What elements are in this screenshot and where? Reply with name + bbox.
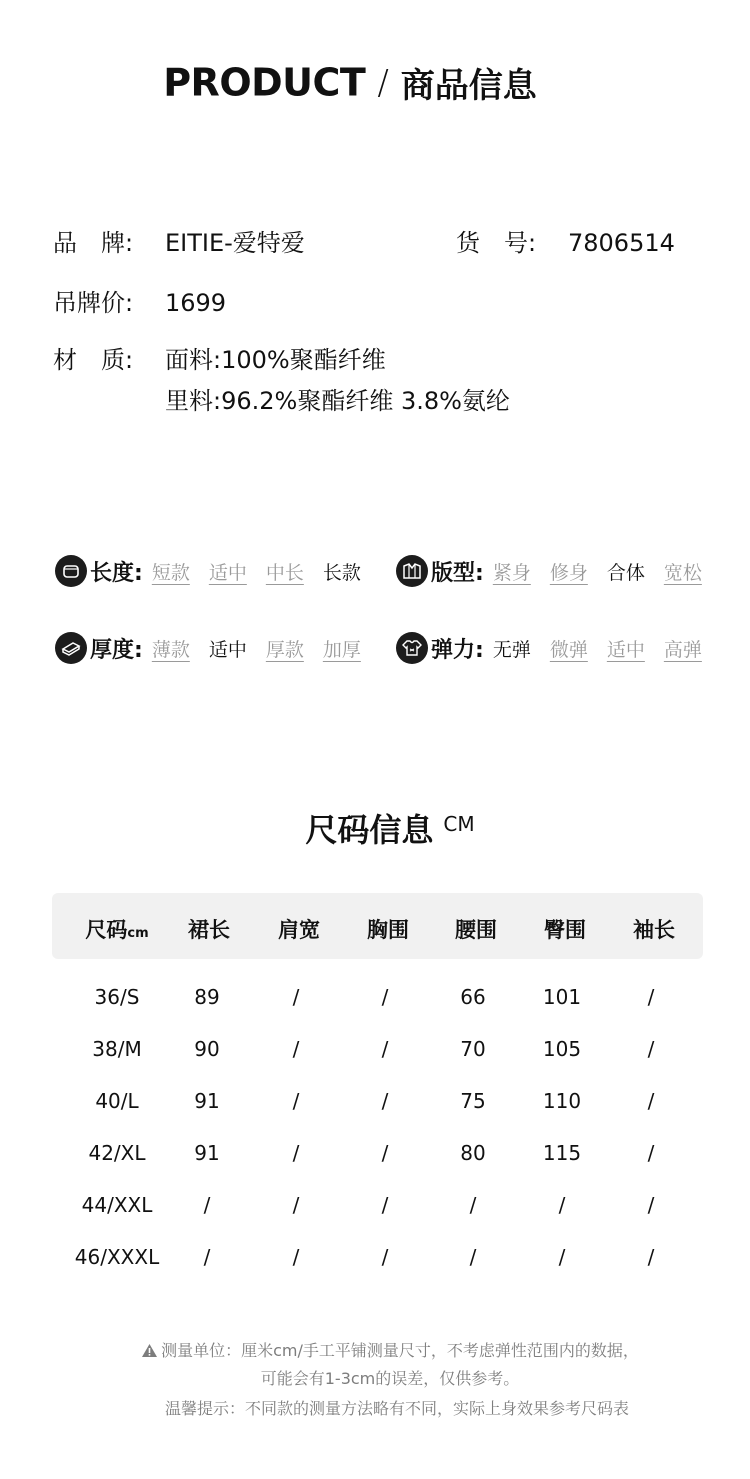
size-table-header-cell: 臀围 (544, 918, 586, 942)
measure-cell: / (558, 1193, 566, 1217)
measure-cell: / (469, 1245, 477, 1269)
attr-elasticity-option-selected: 无弹 (492, 638, 531, 661)
size-cell: 46/XXXL (74, 1245, 160, 1269)
size-table-header-cell: 肩宽 (278, 918, 320, 942)
measure-cell: / (292, 1245, 300, 1269)
table-row (52, 1089, 703, 1119)
attr-length-option: 适中 (208, 561, 247, 584)
item-number-label: 货 号: (456, 229, 537, 257)
attr-fit-label: 版型: (431, 560, 484, 586)
size-section-title (0, 805, 750, 851)
measure-cell: / (381, 1037, 389, 1061)
price-value: 1699 (165, 289, 227, 317)
measure-cell: / (203, 1193, 211, 1217)
measure-cell: / (381, 1193, 389, 1217)
size-cell: 40/L (95, 1089, 139, 1113)
brand-row (53, 231, 305, 255)
size-cell: 42/XL (88, 1141, 146, 1165)
measure-cell: / (647, 1037, 655, 1061)
measure-cell: / (203, 1245, 211, 1269)
size-table-header-cell: 胸围 (367, 918, 409, 942)
attr-fit-option: 宽松 (663, 561, 702, 584)
stretch-shirt-icon (396, 632, 428, 664)
attr-length-option: 中长 (265, 561, 304, 584)
measure-cell: / (292, 1141, 300, 1165)
header-title-cn: 商品信息 (400, 66, 537, 106)
attr-elasticity-option: 适中 (606, 638, 645, 661)
measure-cell: 115 (542, 1141, 582, 1165)
size-cell: 44/XXL (81, 1193, 153, 1217)
measure-cell: / (292, 1089, 300, 1113)
attr-length-option-selected: 长款 (322, 561, 361, 584)
material-row (53, 348, 386, 372)
measure-cell: / (381, 1141, 389, 1165)
attr-thickness-option: 厚款 (265, 638, 304, 661)
measure-cell: / (292, 985, 300, 1009)
measure-cell: 110 (542, 1089, 582, 1113)
table-row (52, 1193, 703, 1223)
attr-thickness (55, 631, 361, 665)
measure-cell: / (647, 985, 655, 1009)
size-column-unit: cm (127, 926, 149, 941)
size-table-header-cell: 袖长 (633, 918, 675, 942)
size-cell: 38/M (92, 1037, 142, 1061)
skirt-length-icon (55, 555, 87, 587)
attr-thickness-option: 加厚 (322, 638, 361, 661)
measure-note-line-2: 可能会有1-3cm的误差，仅供参考。 (260, 1369, 520, 1388)
measure-cell: 70 (460, 1037, 486, 1061)
attr-elasticity-option: 高弹 (663, 638, 702, 661)
item-number-value: 7806514 (568, 229, 675, 257)
tip-note: 温馨提示：不同款的测量方法略有不同，实际上身效果参考尺码表 (164, 1399, 629, 1418)
price-label: 吊牌价: (53, 289, 134, 317)
attr-length-label: 长度: (90, 560, 143, 586)
measure-cell: / (558, 1245, 566, 1269)
size-title-unit: CM (443, 812, 475, 836)
table-row (52, 1245, 703, 1275)
warning-icon (141, 1341, 161, 1360)
table-row (52, 1037, 703, 1067)
measure-note-line-1 (0, 1338, 750, 1361)
table-row (52, 1141, 703, 1171)
table-row (52, 985, 703, 1015)
material-line-2: 里料:96.2%聚酯纤维 3.8%氨纶 (165, 387, 510, 415)
attr-fit-option: 修身 (549, 561, 588, 584)
brand-value: EITIE-爱特爱 (165, 229, 305, 257)
measure-cell: 66 (460, 985, 486, 1009)
measure-cell: 91 (194, 1141, 220, 1165)
measure-cell: 91 (194, 1089, 220, 1113)
measure-cell: / (647, 1141, 655, 1165)
measure-cell: 90 (194, 1037, 220, 1061)
attr-thickness-label: 厚度: (90, 637, 143, 663)
measure-cell: / (647, 1089, 655, 1113)
header-separator: / (377, 62, 389, 103)
size-column-header: 尺码 (85, 918, 128, 942)
body-fit-icon (396, 555, 428, 587)
measure-cell: / (647, 1193, 655, 1217)
attr-thickness-option-selected: 适中 (208, 638, 247, 661)
attr-fit-option-selected: 合体 (606, 561, 645, 584)
measure-cell: 105 (542, 1037, 582, 1061)
size-table-header-cell (85, 914, 148, 944)
measure-cell: 80 (460, 1141, 486, 1165)
measure-cell: / (292, 1037, 300, 1061)
size-cell: 36/S (94, 985, 140, 1009)
attr-elasticity-option: 微弹 (549, 638, 588, 661)
material-label: 材 质: (53, 346, 134, 374)
header-title-en: PRODUCT (163, 60, 366, 105)
measure-cell: / (647, 1245, 655, 1269)
size-title-text: 尺码信息 (305, 811, 434, 849)
brand-label: 品 牌: (53, 229, 134, 257)
measure-cell: 75 (460, 1089, 486, 1113)
measure-cell: 101 (542, 985, 582, 1009)
size-table-header-cell: 腰围 (455, 918, 497, 942)
attr-length (55, 554, 361, 588)
measure-cell: / (381, 1245, 389, 1269)
size-table-header-cell: 裙长 (188, 918, 230, 942)
fabric-thickness-icon (55, 632, 87, 664)
page-header (0, 58, 700, 107)
attr-elasticity (396, 631, 702, 665)
item-number-row (456, 231, 675, 255)
attr-fit-option: 紧身 (492, 561, 531, 584)
attr-thickness-option: 薄款 (151, 638, 190, 661)
measure-cell: / (381, 985, 389, 1009)
measure-cell: / (469, 1193, 477, 1217)
attr-fit (396, 554, 702, 588)
size-table-header (52, 893, 703, 959)
price-row (53, 291, 226, 315)
measure-cell: / (381, 1089, 389, 1113)
material-line-1: 面料:100%聚酯纤维 (165, 346, 386, 374)
measure-cell: 89 (194, 985, 220, 1009)
attr-length-option: 短款 (151, 561, 190, 584)
measure-cell: / (292, 1193, 300, 1217)
measure-note-text-1: 测量单位：厘米cm/手工平铺测量尺寸，不考虑弹性范围内的数据， (161, 1341, 639, 1360)
size-table-body (52, 985, 703, 1285)
attr-elasticity-label: 弹力: (431, 637, 484, 663)
